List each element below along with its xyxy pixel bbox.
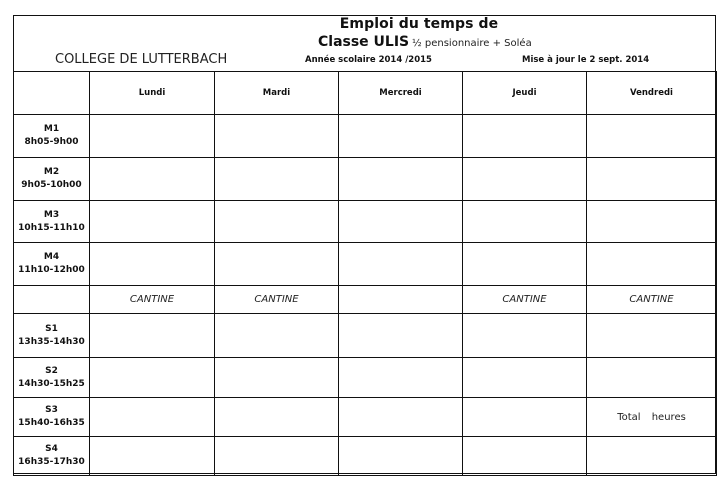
day-header-mercredi: Mercredi: [339, 72, 463, 115]
lesson-cell[interactable]: [339, 437, 463, 476]
class-subtitle: ½ pensionnaire + Soléa: [412, 38, 532, 49]
lesson-cell[interactable]: [215, 243, 339, 286]
school-year: Année scolaire 2014 /2015: [305, 55, 432, 65]
lesson-cell[interactable]: [215, 437, 339, 476]
lesson-cell[interactable]: [463, 437, 587, 476]
lesson-cell[interactable]: [90, 358, 215, 398]
lesson-cell[interactable]: [339, 115, 463, 158]
slot-label: S1 13h35-14h30: [14, 314, 90, 358]
lesson-cell[interactable]: [587, 358, 717, 398]
last-updated: Mise à jour le 2 sept. 2014: [522, 55, 650, 65]
table-row: [14, 437, 717, 476]
page-title: Emploi du temps de: [339, 16, 499, 32]
lesson-cell[interactable]: [90, 158, 215, 201]
lunch-label-cell: [14, 286, 90, 314]
lesson-cell[interactable]: [215, 314, 339, 358]
table-row: [14, 398, 717, 437]
lesson-cell[interactable]: [463, 398, 587, 437]
slot-label: M2 9h05-10h00: [14, 158, 90, 201]
lesson-cell[interactable]: [215, 201, 339, 243]
lesson-cell[interactable]: [463, 115, 587, 158]
lesson-cell[interactable]: [587, 115, 717, 158]
cantine-cell: CANTINE: [463, 286, 587, 314]
lesson-cell[interactable]: [587, 314, 717, 358]
cantine-cell: CANTINE: [587, 286, 717, 314]
slot-label: M3 10h15-11h10: [14, 201, 90, 243]
table-row: [14, 358, 717, 398]
lesson-cell[interactable]: [90, 398, 215, 437]
lesson-cell[interactable]: [339, 243, 463, 286]
day-header-row: [14, 72, 717, 115]
table-row: [14, 115, 717, 158]
slot-label: M1 8h05-9h00: [14, 115, 90, 158]
day-header-jeudi: Jeudi: [463, 72, 587, 115]
lesson-cell[interactable]: [90, 201, 215, 243]
slot-label: S2 14h30-15h25: [14, 358, 90, 398]
slot-label: S4 16h35-17h30: [14, 437, 90, 476]
class-name: Classe ULIS: [318, 34, 410, 50]
lesson-cell[interactable]: [587, 243, 717, 286]
slot-label: M4 11h10-12h00: [14, 243, 90, 286]
day-header-mardi: Mardi: [215, 72, 339, 115]
lesson-cell[interactable]: [339, 314, 463, 358]
timetable-grid: [13, 71, 717, 476]
school-name: COLLEGE DE LUTTERBACH: [55, 52, 228, 67]
total-hours-cell[interactable]: Total heures: [587, 398, 717, 437]
lesson-cell[interactable]: [90, 115, 215, 158]
lesson-cell[interactable]: [463, 243, 587, 286]
lesson-cell[interactable]: [90, 243, 215, 286]
lesson-cell[interactable]: [215, 158, 339, 201]
cantine-cell: [339, 286, 463, 314]
lunch-row: [14, 286, 717, 314]
corner-cell: [14, 72, 90, 115]
lesson-cell[interactable]: [463, 201, 587, 243]
table-row: [14, 314, 717, 358]
day-header-lundi: Lundi: [90, 72, 215, 115]
table-row: [14, 158, 717, 201]
table-row: [14, 201, 717, 243]
lesson-cell[interactable]: [587, 158, 717, 201]
lesson-cell[interactable]: [587, 201, 717, 243]
day-header-vendredi: Vendredi: [587, 72, 717, 115]
lesson-cell[interactable]: [339, 398, 463, 437]
lesson-cell[interactable]: [339, 358, 463, 398]
lesson-cell[interactable]: [339, 201, 463, 243]
lesson-cell[interactable]: [90, 314, 215, 358]
lesson-cell[interactable]: [463, 314, 587, 358]
lesson-cell[interactable]: [215, 115, 339, 158]
lesson-cell[interactable]: [463, 358, 587, 398]
lesson-cell[interactable]: [215, 358, 339, 398]
lesson-cell[interactable]: [339, 158, 463, 201]
slot-label: S3 15h40-16h35: [14, 398, 90, 437]
lesson-cell[interactable]: [463, 158, 587, 201]
lesson-cell[interactable]: [90, 437, 215, 476]
cantine-cell: CANTINE: [90, 286, 215, 314]
table-row: [14, 243, 717, 286]
cantine-cell: CANTINE: [215, 286, 339, 314]
lesson-cell[interactable]: [215, 398, 339, 437]
lesson-cell[interactable]: [587, 437, 717, 476]
